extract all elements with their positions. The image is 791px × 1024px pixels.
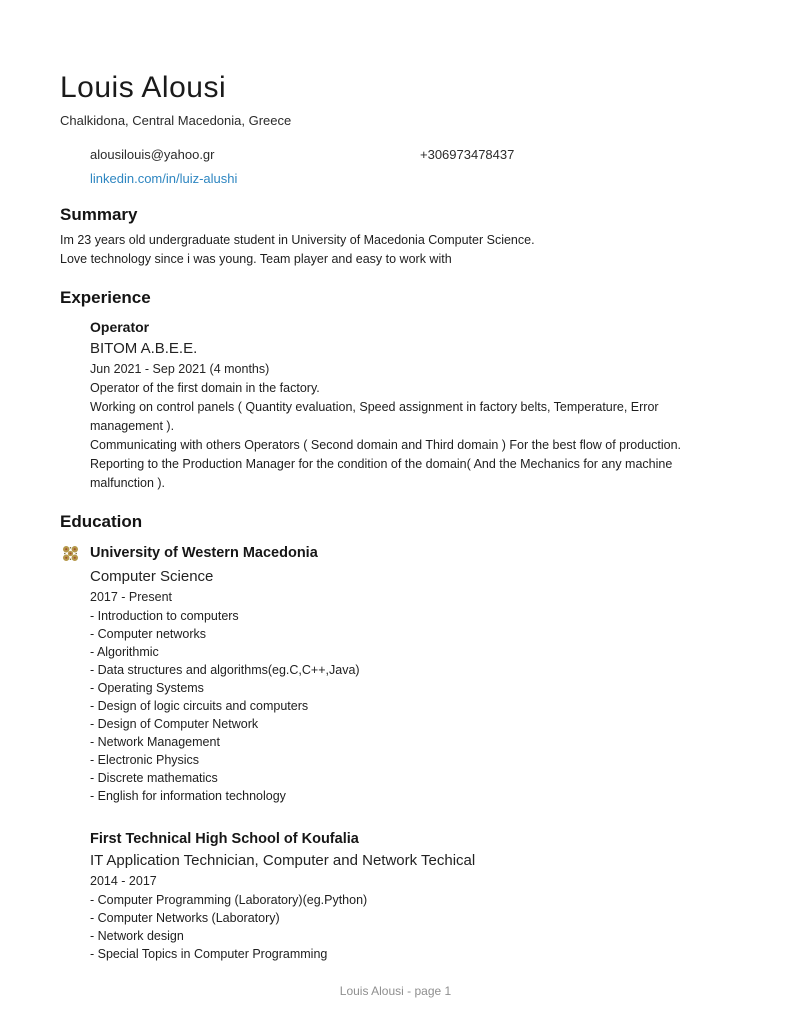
education-dates: 2014 - 2017 [90, 874, 157, 888]
text-line: - Design of logic circuits and computers [90, 699, 309, 713]
degree-name: IT Application Technician, Computer and Network Techical [90, 852, 476, 869]
experience-item [90, 319, 731, 493]
job-dates: Jun 2021 - Sep 2021 (4 months) [90, 362, 270, 376]
text-line: Communicating with others Operators ( Second domain and Third domain ) For the best flow of production. [90, 438, 682, 452]
education-item-highschool [90, 831, 731, 963]
degree-name: Computer Science [90, 568, 214, 585]
text-line: Working on control panels ( Quantity evaluation, Speed assignment in factory belts, Temperature, Error management ). [90, 400, 659, 433]
experience-heading: Experience [60, 288, 151, 307]
text-line: - Network design [90, 929, 184, 943]
contact-row-secondary [90, 171, 731, 186]
school-name: First Technical High School of Koufalia [90, 831, 359, 847]
school-row [60, 543, 731, 563]
education-item-university [90, 543, 731, 805]
text-line: - Computer Networks (Laboratory) [90, 911, 280, 925]
text-line: - Special Topics in Computer Programming [90, 947, 328, 961]
text-line: - Computer networks [90, 627, 207, 641]
summary-heading: Summary [60, 205, 138, 224]
course-list [90, 607, 731, 805]
company-name: BITOM A.B.E.E. [90, 340, 198, 357]
course-list [90, 891, 731, 963]
education-dates: 2017 - Present [90, 590, 172, 604]
text-line: - Discrete mathematics [90, 771, 218, 785]
text-line: - Design of Computer Network [90, 717, 259, 731]
text-line: - Computer Programming (Laboratory)(eg.Python) [90, 893, 368, 907]
text-line: - Algorithmic [90, 645, 159, 659]
text-line: - Introduction to computers [90, 609, 239, 623]
text-line: - English for information technology [90, 789, 286, 803]
university-emblem-icon [60, 543, 80, 563]
text-line: - Operating Systems [90, 681, 204, 695]
text-line: Operator of the first domain in the factory. [90, 381, 320, 395]
text-line: - Network Management [90, 735, 220, 749]
education-heading: Education [60, 512, 143, 531]
phone-text: +306973478437 [420, 147, 515, 162]
linkedin-link[interactable]: linkedin.com/in/luiz-alushi [90, 171, 238, 186]
job-description [90, 379, 731, 493]
person-name: Louis Alousi [60, 71, 227, 104]
text-line: Reporting to the Production Manager for the condition of the domain( And the Mechanics for any machine malfunction ). [90, 457, 673, 490]
summary-text [60, 231, 731, 269]
text-line: Im 23 years old undergraduate student in University of Macedonia Computer Science. [60, 233, 535, 247]
job-title: Operator [90, 319, 150, 335]
email-text: alousilouis@yahoo.gr [90, 147, 215, 162]
text-line: Love technology since i was young. Team player and easy to work with [60, 252, 452, 266]
text-line: - Data structures and algorithms(eg.C,C++,Java) [90, 663, 360, 677]
page-footer: Louis Alousi - page 1 [339, 984, 452, 998]
school-name: University of Western Macedonia [90, 545, 318, 561]
person-location: Chalkidona, Central Macedonia, Greece [60, 113, 292, 128]
text-line: - Electronic Physics [90, 753, 200, 767]
contact-block [90, 147, 731, 186]
contact-row-primary [90, 147, 731, 162]
